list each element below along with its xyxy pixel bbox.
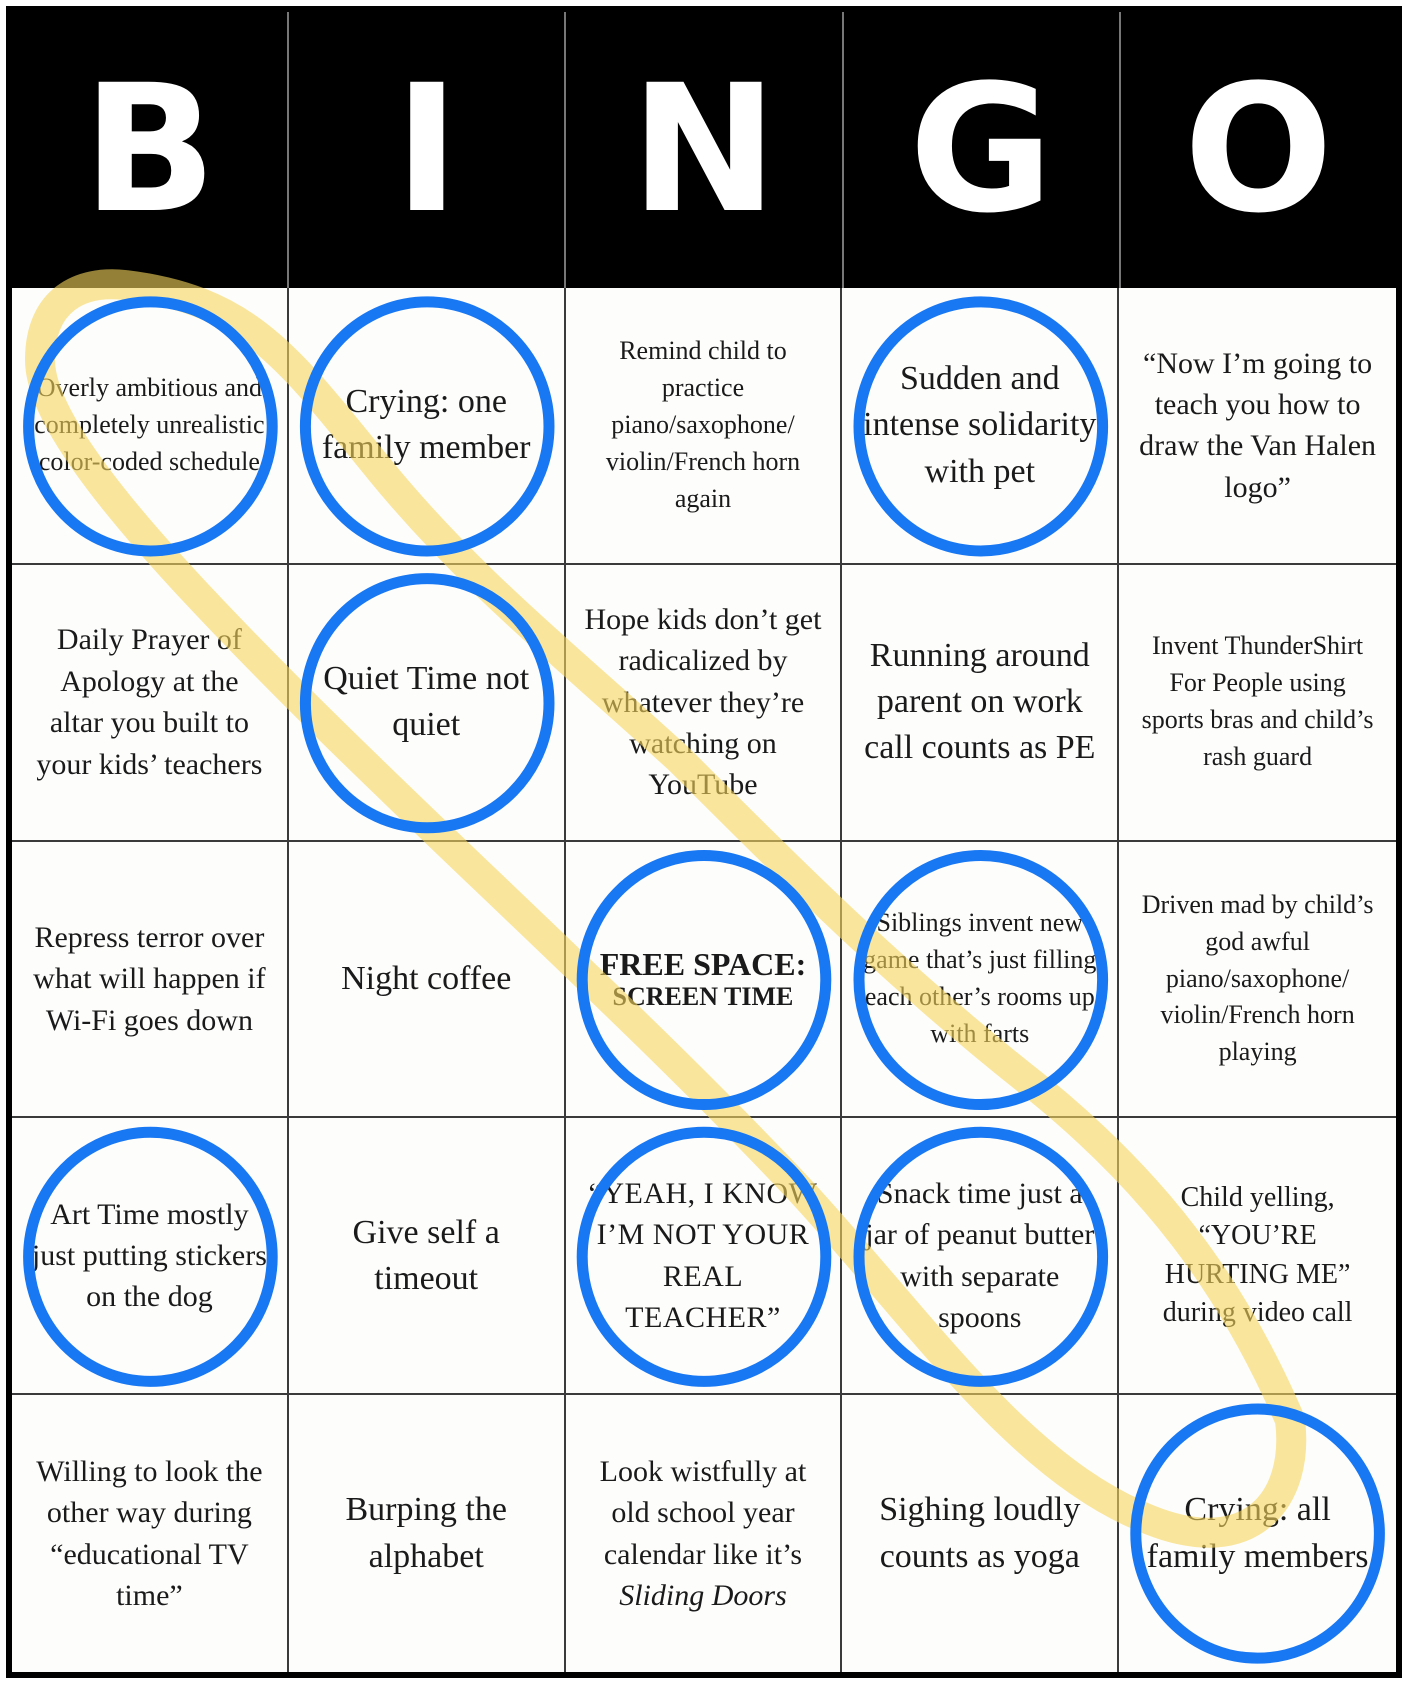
cell-text: “YEAH, I KNOW I’M NOT YOUR REAL TEACHER”: [588, 1177, 818, 1335]
bingo-cell[interactable]: [289, 565, 566, 842]
bingo-cell[interactable]: [289, 1118, 566, 1395]
bingo-cell[interactable]: [12, 1118, 289, 1395]
bingo-cell[interactable]: [1119, 842, 1396, 1119]
bingo-cell[interactable]: [842, 565, 1119, 842]
bingo-cell[interactable]: [12, 565, 289, 842]
free-space-cell[interactable]: [566, 842, 843, 1119]
cell-text: Sighing loudly counts as yoga: [879, 1491, 1081, 1575]
bingo-cell[interactable]: [566, 1118, 843, 1395]
bingo-cell[interactable]: [1119, 288, 1396, 565]
cell-text: Running around parent on work call counts as PE: [864, 636, 1096, 767]
cell-text: Driven mad by child’s god awful piano/saxophone/ violin/French horn playing: [1141, 889, 1374, 1067]
cell-text: Crying: one family member: [321, 383, 531, 467]
cell-text: Repress terror over what will happen if Wi-Fi goes down: [33, 920, 266, 1037]
header-letter-g: G: [844, 12, 1121, 288]
cell-text: Give self a timeout: [352, 1213, 500, 1297]
cell-text: Willing to look the other way during “educational TV time”: [36, 1454, 263, 1612]
cell-text: Overly ambitious and completely unrealistic color-coded schedule: [34, 373, 265, 476]
bingo-cell[interactable]: [1119, 1118, 1396, 1395]
cell-text: Sudden and intense solidarity with pet: [863, 360, 1097, 490]
bingo-cell[interactable]: [842, 1395, 1119, 1672]
cell-text: Hope kids don’t get radicalized by whatever they’re watching on YouTube: [584, 602, 822, 802]
bingo-cell[interactable]: [289, 842, 566, 1119]
free-space-label: [600, 946, 807, 1013]
header-letter-o: O: [1183, 47, 1334, 252]
bingo-cell[interactable]: [566, 288, 843, 565]
cell-text: Remind child to practice piano/saxophone/ violin/French horn again: [605, 336, 801, 513]
cell-text-main: Look wistfully at old school year calendar like it’s: [599, 1454, 807, 1571]
cell-text: Burping the alphabet: [345, 1491, 507, 1575]
cell-text: Siblings invent new game that’s just filling each other’s rooms up with farts: [863, 908, 1097, 1048]
cell-text: Daily Prayer of Apology at the altar you built to your kids’ teachers: [36, 623, 263, 781]
bingo-grid: [12, 288, 1396, 1672]
bingo-card: [6, 6, 1402, 1678]
free-space-subtitle: SCREEN TIME: [612, 982, 794, 1012]
bingo-cell[interactable]: [566, 1395, 843, 1672]
bingo-cell[interactable]: [1119, 565, 1396, 842]
header-letter-i: I: [289, 12, 566, 288]
bingo-cell[interactable]: [842, 842, 1119, 1119]
cell-text: Art Time mostly just putting stickers on the dog: [31, 1197, 267, 1314]
bingo-cell[interactable]: [12, 288, 289, 565]
cell-text: Child yelling, “YOU’RE HURTING ME” during video call: [1162, 1181, 1353, 1329]
bingo-cell[interactable]: [566, 565, 843, 842]
free-space-title: FREE SPACE:: [599, 945, 807, 982]
cell-text: Invent ThunderShirt For People using sports bras and child’s rash guard: [1141, 631, 1374, 772]
header-letter-b: B: [12, 12, 289, 288]
bingo-cell[interactable]: [12, 1395, 289, 1672]
cell-text: Crying: all family members: [1146, 1491, 1369, 1575]
bingo-cell[interactable]: [842, 288, 1119, 565]
cell-text: [584, 1451, 823, 1617]
cell-text: Quiet Time not quiet: [323, 659, 530, 744]
cell-text: “Now I’m going to teach you how to draw the Van Halen logo”: [1139, 346, 1377, 504]
bingo-cell[interactable]: [289, 288, 566, 565]
bingo-cell[interactable]: [1119, 1395, 1396, 1672]
cell-text: Night coffee: [341, 959, 512, 997]
header-letter-n: N: [566, 12, 843, 288]
bingo-cell[interactable]: [842, 1118, 1119, 1395]
sliding-doors-title: Sliding Doors: [619, 1578, 787, 1612]
cell-text: Snack time just a jar of peanut butter with separate spoons: [865, 1177, 1095, 1335]
bingo-cell[interactable]: [289, 1395, 566, 1672]
bingo-header: [12, 12, 1396, 288]
bingo-cell[interactable]: [12, 842, 289, 1119]
